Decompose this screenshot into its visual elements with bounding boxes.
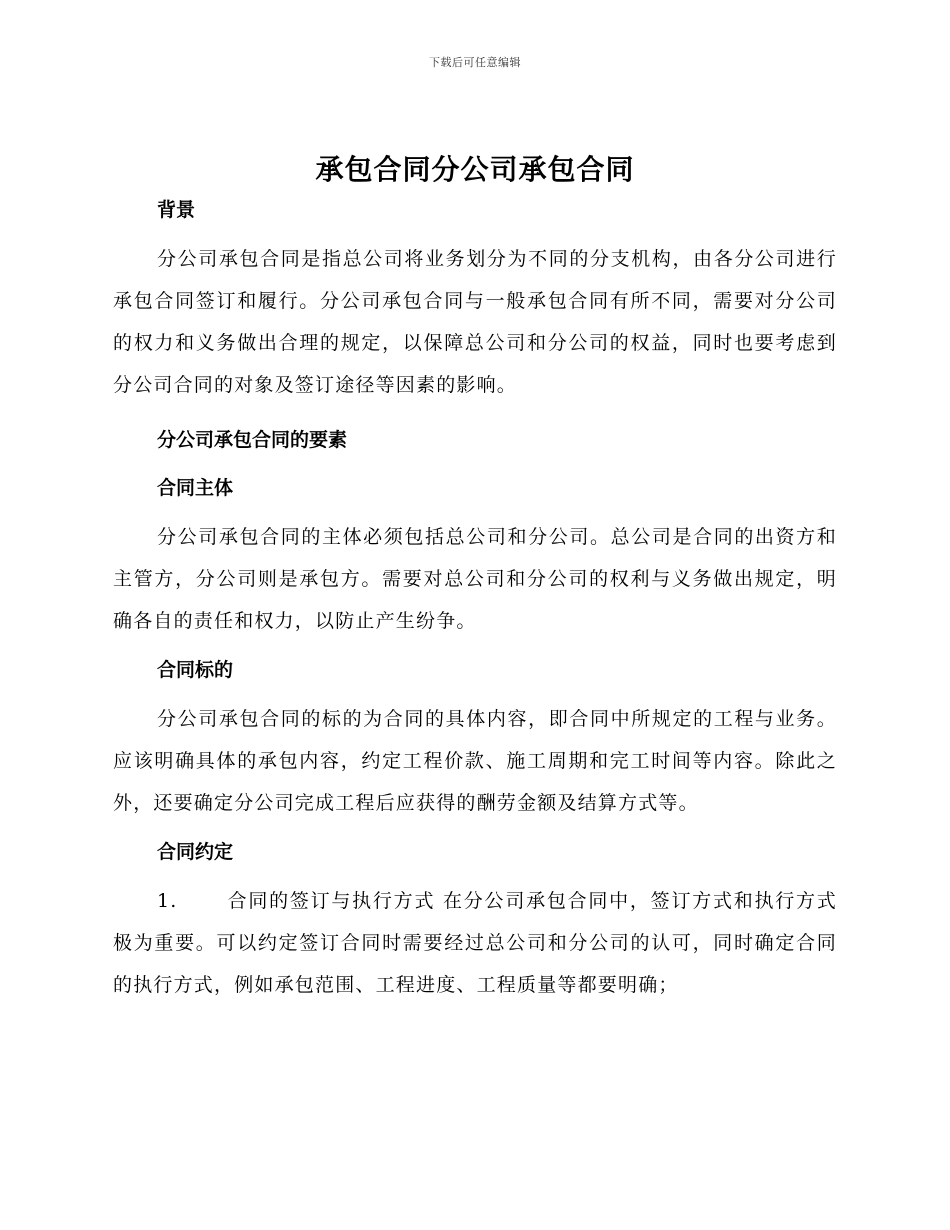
header-note: 下载后可任意编辑: [429, 56, 521, 69]
heading-background: 背景: [157, 199, 196, 221]
list-item: [113, 880, 837, 1006]
heading-agreement: 合同约定: [157, 841, 234, 863]
document-body: [113, 192, 837, 1006]
list-item-number: 1.: [157, 890, 178, 912]
paragraph-object: 分公司承包合同的标的为合同的具体内容，即合同中所规定的工程与业务。应该明确具体的承包内容，约定工程价款、施工周期和完工时间等内容。除此之外，还要确定分公司完成工程后应获得的酬劳金额及结算方式等。: [113, 708, 837, 814]
heading-subject: 合同主体: [157, 477, 234, 499]
heading-elements: 分公司承包合同的要素: [157, 429, 348, 451]
list-item-text: 合同的签订与执行方式 在分公司承包合同中，签订方式和执行方式极为重要。可以约定签订合同时需要经过总公司和分公司的认可，同时确定合同的执行方式，例如承包范围、工程进度、工程质量等都要明确；: [113, 890, 837, 996]
paragraph-subject: 分公司承包合同的主体必须包括总公司和分公司。总公司是合同的出资方和主管方，分公司则是承包方。需要对总公司和分公司的权利与义务做出规定，明确各自的责任和权力，以防止产生纷争。: [113, 526, 837, 632]
heading-object: 合同标的: [157, 659, 234, 681]
document-title: 承包合同分公司承包合同: [315, 153, 635, 186]
paragraph-background: 分公司承包合同是指总公司将业务划分为不同的分支机构，由各分公司进行承包合同签订和履行。分公司承包合同与一般承包合同有所不同，需要对分公司的权力和义务做出合理的规定，以保障总公司和分公司的权益，同时也要考虑到分公司合同的对象及签订途径等因素的影响。: [113, 248, 837, 396]
